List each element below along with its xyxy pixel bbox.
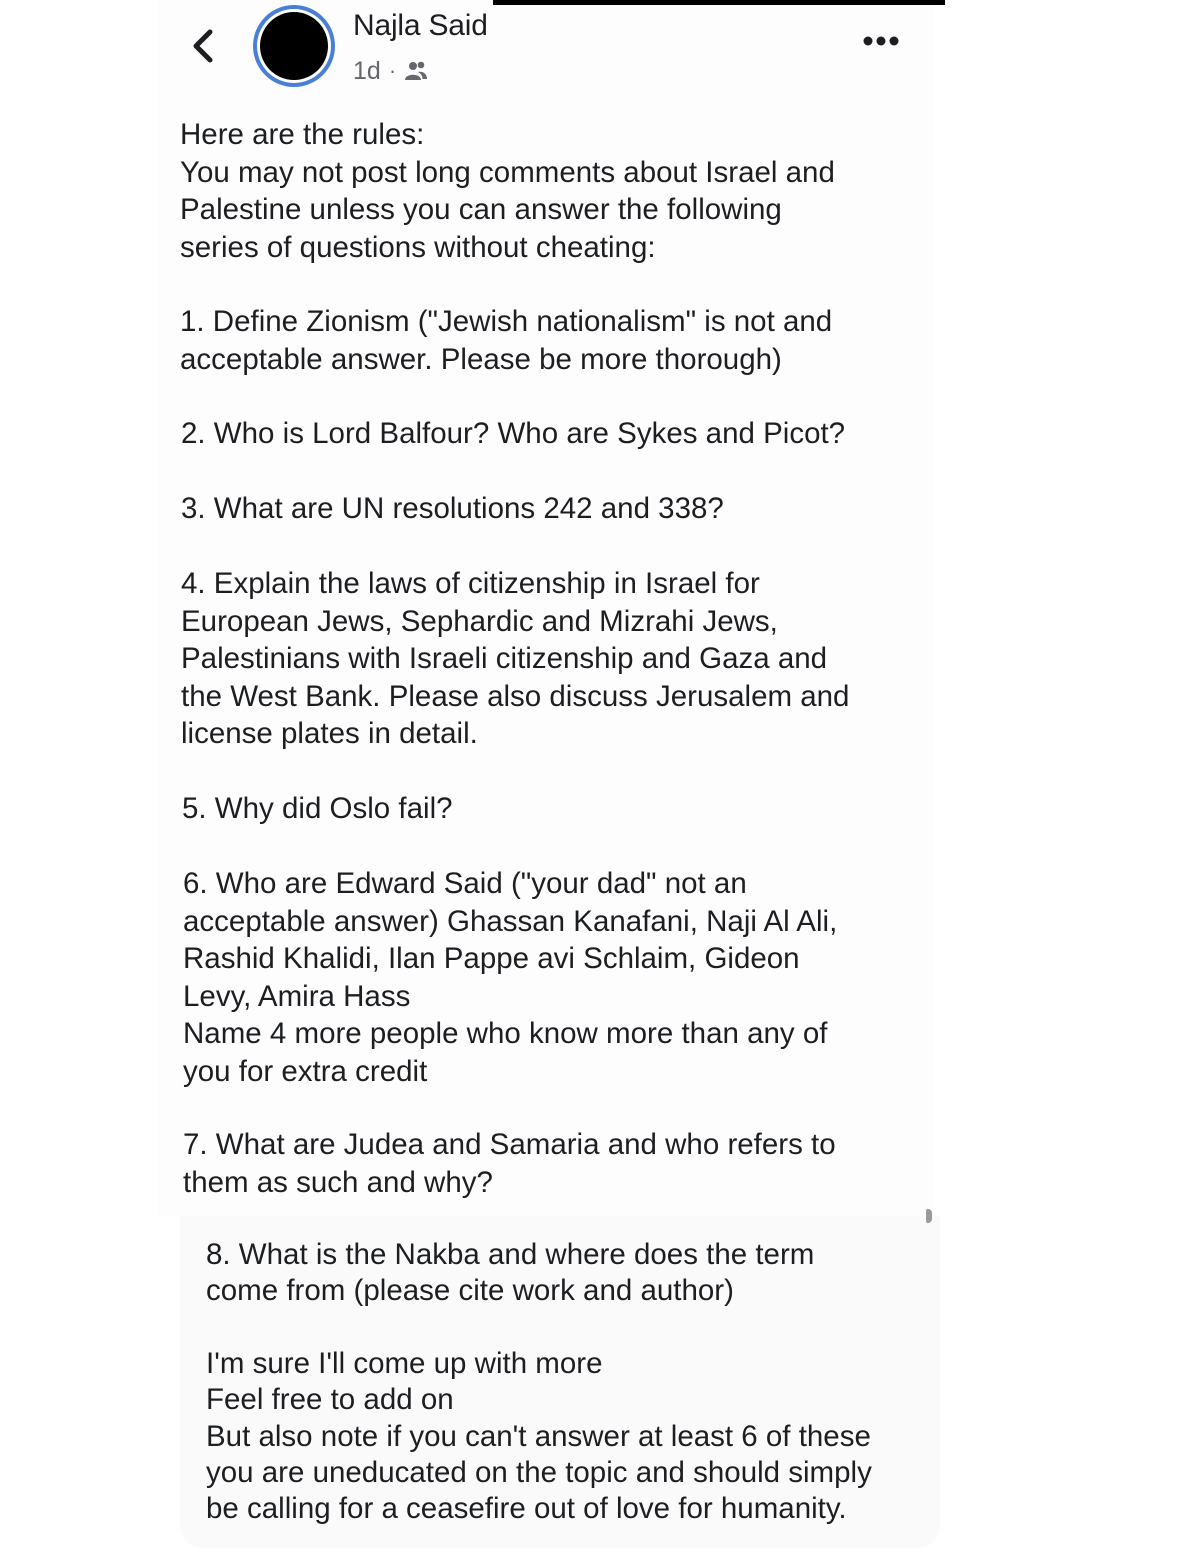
more-options-button[interactable] (860, 26, 904, 56)
avatar[interactable] (253, 5, 335, 87)
post-time[interactable]: 1d (353, 56, 381, 85)
question-8: 8. What is the Nakba and where does the term come from (please cite work and author) (206, 1238, 815, 1308)
scroll-indicator (926, 1209, 932, 1223)
question-2: 2. Who is Lord Balfour? Who are Sykes and Picot? (181, 417, 846, 450)
question-1: 1. Define Zionism ("Jewish nationalism" is not and acceptable answer. Please be more thorough) (180, 305, 833, 376)
author-name[interactable]: Najla Said (353, 9, 488, 42)
chevron-left-icon (182, 24, 226, 68)
post-intro: Here are the rules: You may not post long comments about Israel and Palestine unless you can answer the following series of questions without cheating: (180, 118, 835, 264)
profile-picture (260, 12, 328, 80)
meta-separator: · (388, 58, 397, 83)
post-closing: I'm sure I'll come up with more Feel free to add on But also note if you can't answer at least 6 of these you are uneducated on the topic and should simply be calling for a ceasefire out of love for humanity. (206, 1347, 872, 1526)
question-5: 5. Why did Oslo fail? (182, 792, 453, 825)
status-bar-edge (493, 0, 945, 5)
question-4: 4. Explain the laws of citizenship in Israel for European Jews, Sephardic and Mizrahi Jews, Palestinians with Israeli citizenship and Gaza and the West Bank. Please also discuss Jerusalem and license plates in detail. (181, 567, 850, 750)
question-6: 6. Who are Edward Said ("your dad" not an acceptable answer) Ghassan Kanafani, Naji Al Ali, Rashid Khalidi, Ilan Pappe avi Schlaim, Gideon Levy, Amira Hass Name 4 more people who know more than any of you for extra credit (183, 867, 838, 1088)
post-meta (353, 56, 428, 86)
question-7: 7. What are Judea and Samaria and who refers to them as such and why? (183, 1128, 836, 1199)
friends-icon (404, 60, 428, 82)
back-button[interactable] (182, 24, 226, 68)
question-3: 3. What are UN resolutions 242 and 338? (181, 492, 724, 525)
more-horizontal-icon (860, 26, 904, 56)
